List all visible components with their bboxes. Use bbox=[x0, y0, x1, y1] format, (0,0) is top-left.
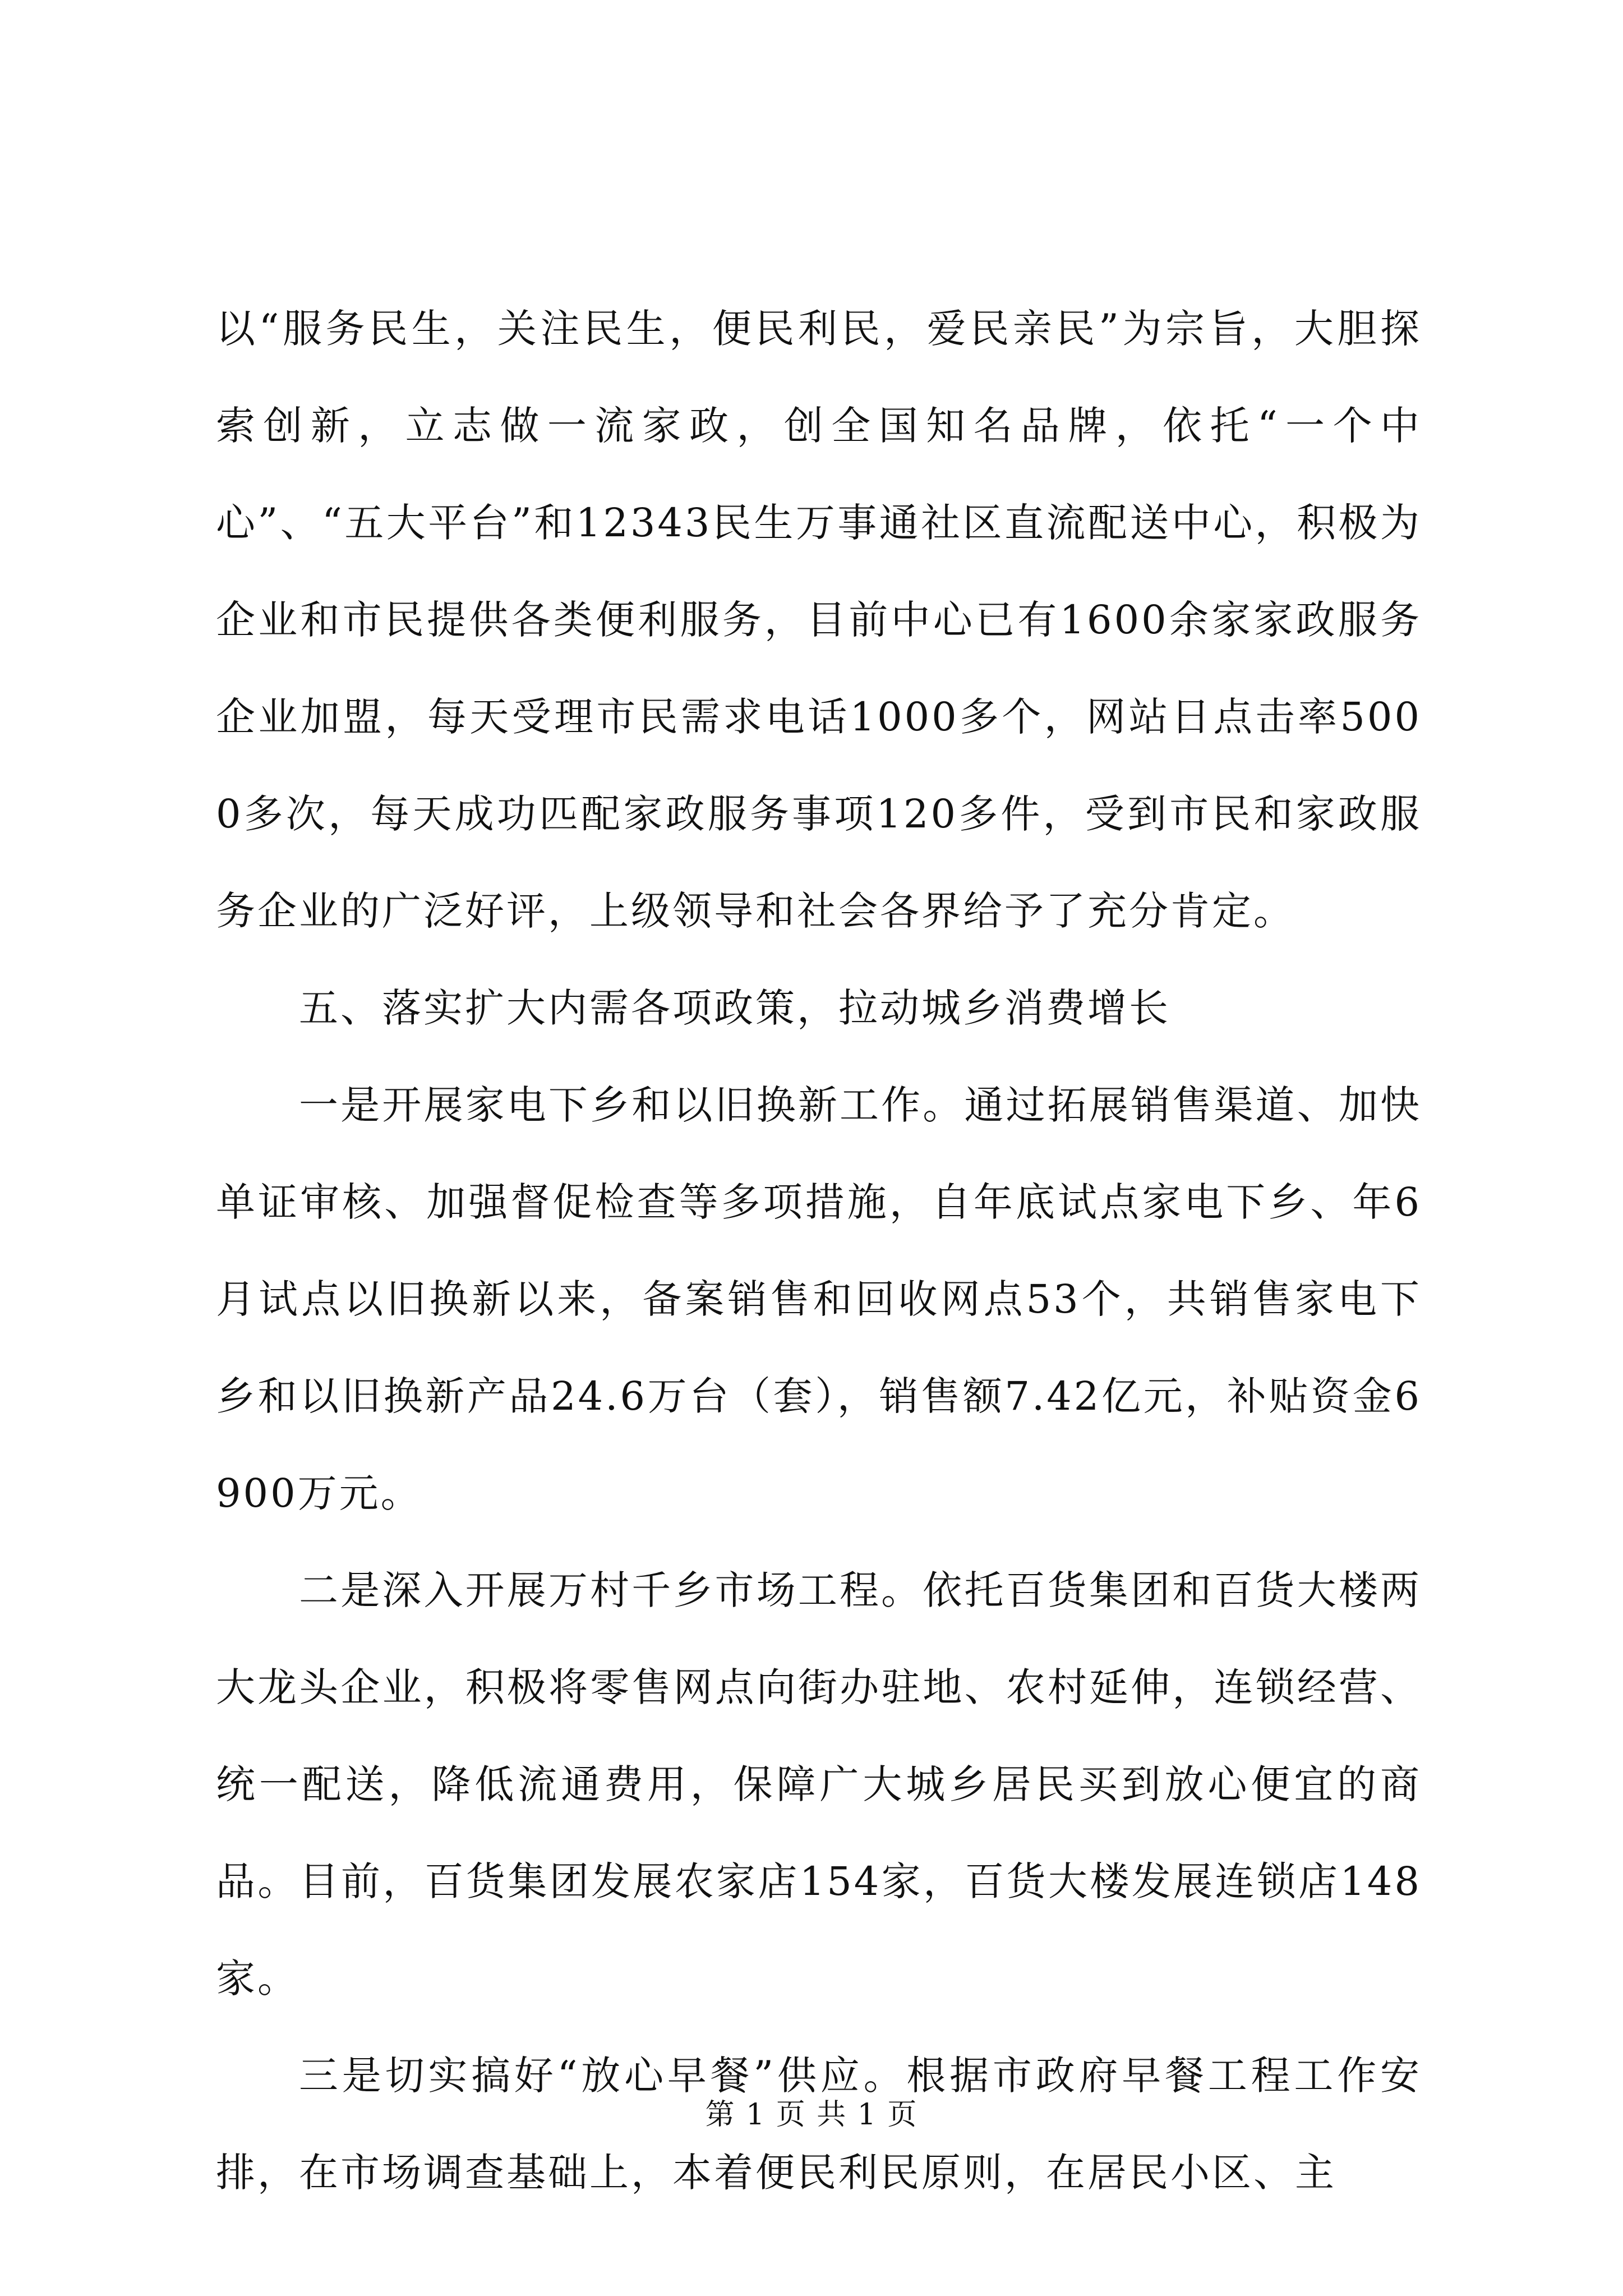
paragraph-market-project: 二是深入开展万村千乡市场工程。依托百货集团和百货大楼两大龙头企业，积极将零售网点向街办驻地、农村延伸，连锁经营、统一配送，降低流通费用，保障广大城乡居民买到放心便宜的商品。目前，百货集团发展农家店154家，百货大楼发展连锁店148家。 bbox=[216, 1567, 1422, 2001]
section-heading-5: 五、落实扩大内需各项政策，拉动城乡消费增长 bbox=[299, 985, 1170, 1031]
page-footer: 第 1 页 共 1 页 bbox=[705, 2098, 918, 2132]
paragraph-appliances: 一是开展家电下乡和以旧换新工作。通过拓展销售渠道、加快单证审核、加强督促检查等多项措施，自年底试点家电下乡、年6月试点以旧换新以来，备案销售和回收网点53个，共销售家电下乡和以旧换新产品24.6万台（套），销售额7.42亿元，补贴资金6900万元。 bbox=[216, 1082, 1422, 1516]
paragraph-breakfast: 三是切实搞好“放心早餐”供应。根据市政府早餐工程工作安排，在市场调查基础上，本着便民利民原则，在居民小区、主 bbox=[216, 2053, 1422, 2196]
document-body bbox=[216, 280, 1422, 2221]
paragraph-1: 以“服务民生，关注民生，便民利民，爱民亲民”为宗旨，大胆探索创新，立志做一流家政，创全国知名品牌，依托“一个中心”、“五大平台”和12343民生万事通社区直流配送中心，积极为企业和市民提供各类便利服务，目前中心已有1600余家家政服务企业加盟，每天受理市民需求电话1000多个，网站日点击率5000多次，每天成功匹配家政服务事项120多件，受到市民和家政服务企业的广泛好评，上级领导和社会各界给予了充分肯定。 bbox=[216, 306, 1422, 934]
